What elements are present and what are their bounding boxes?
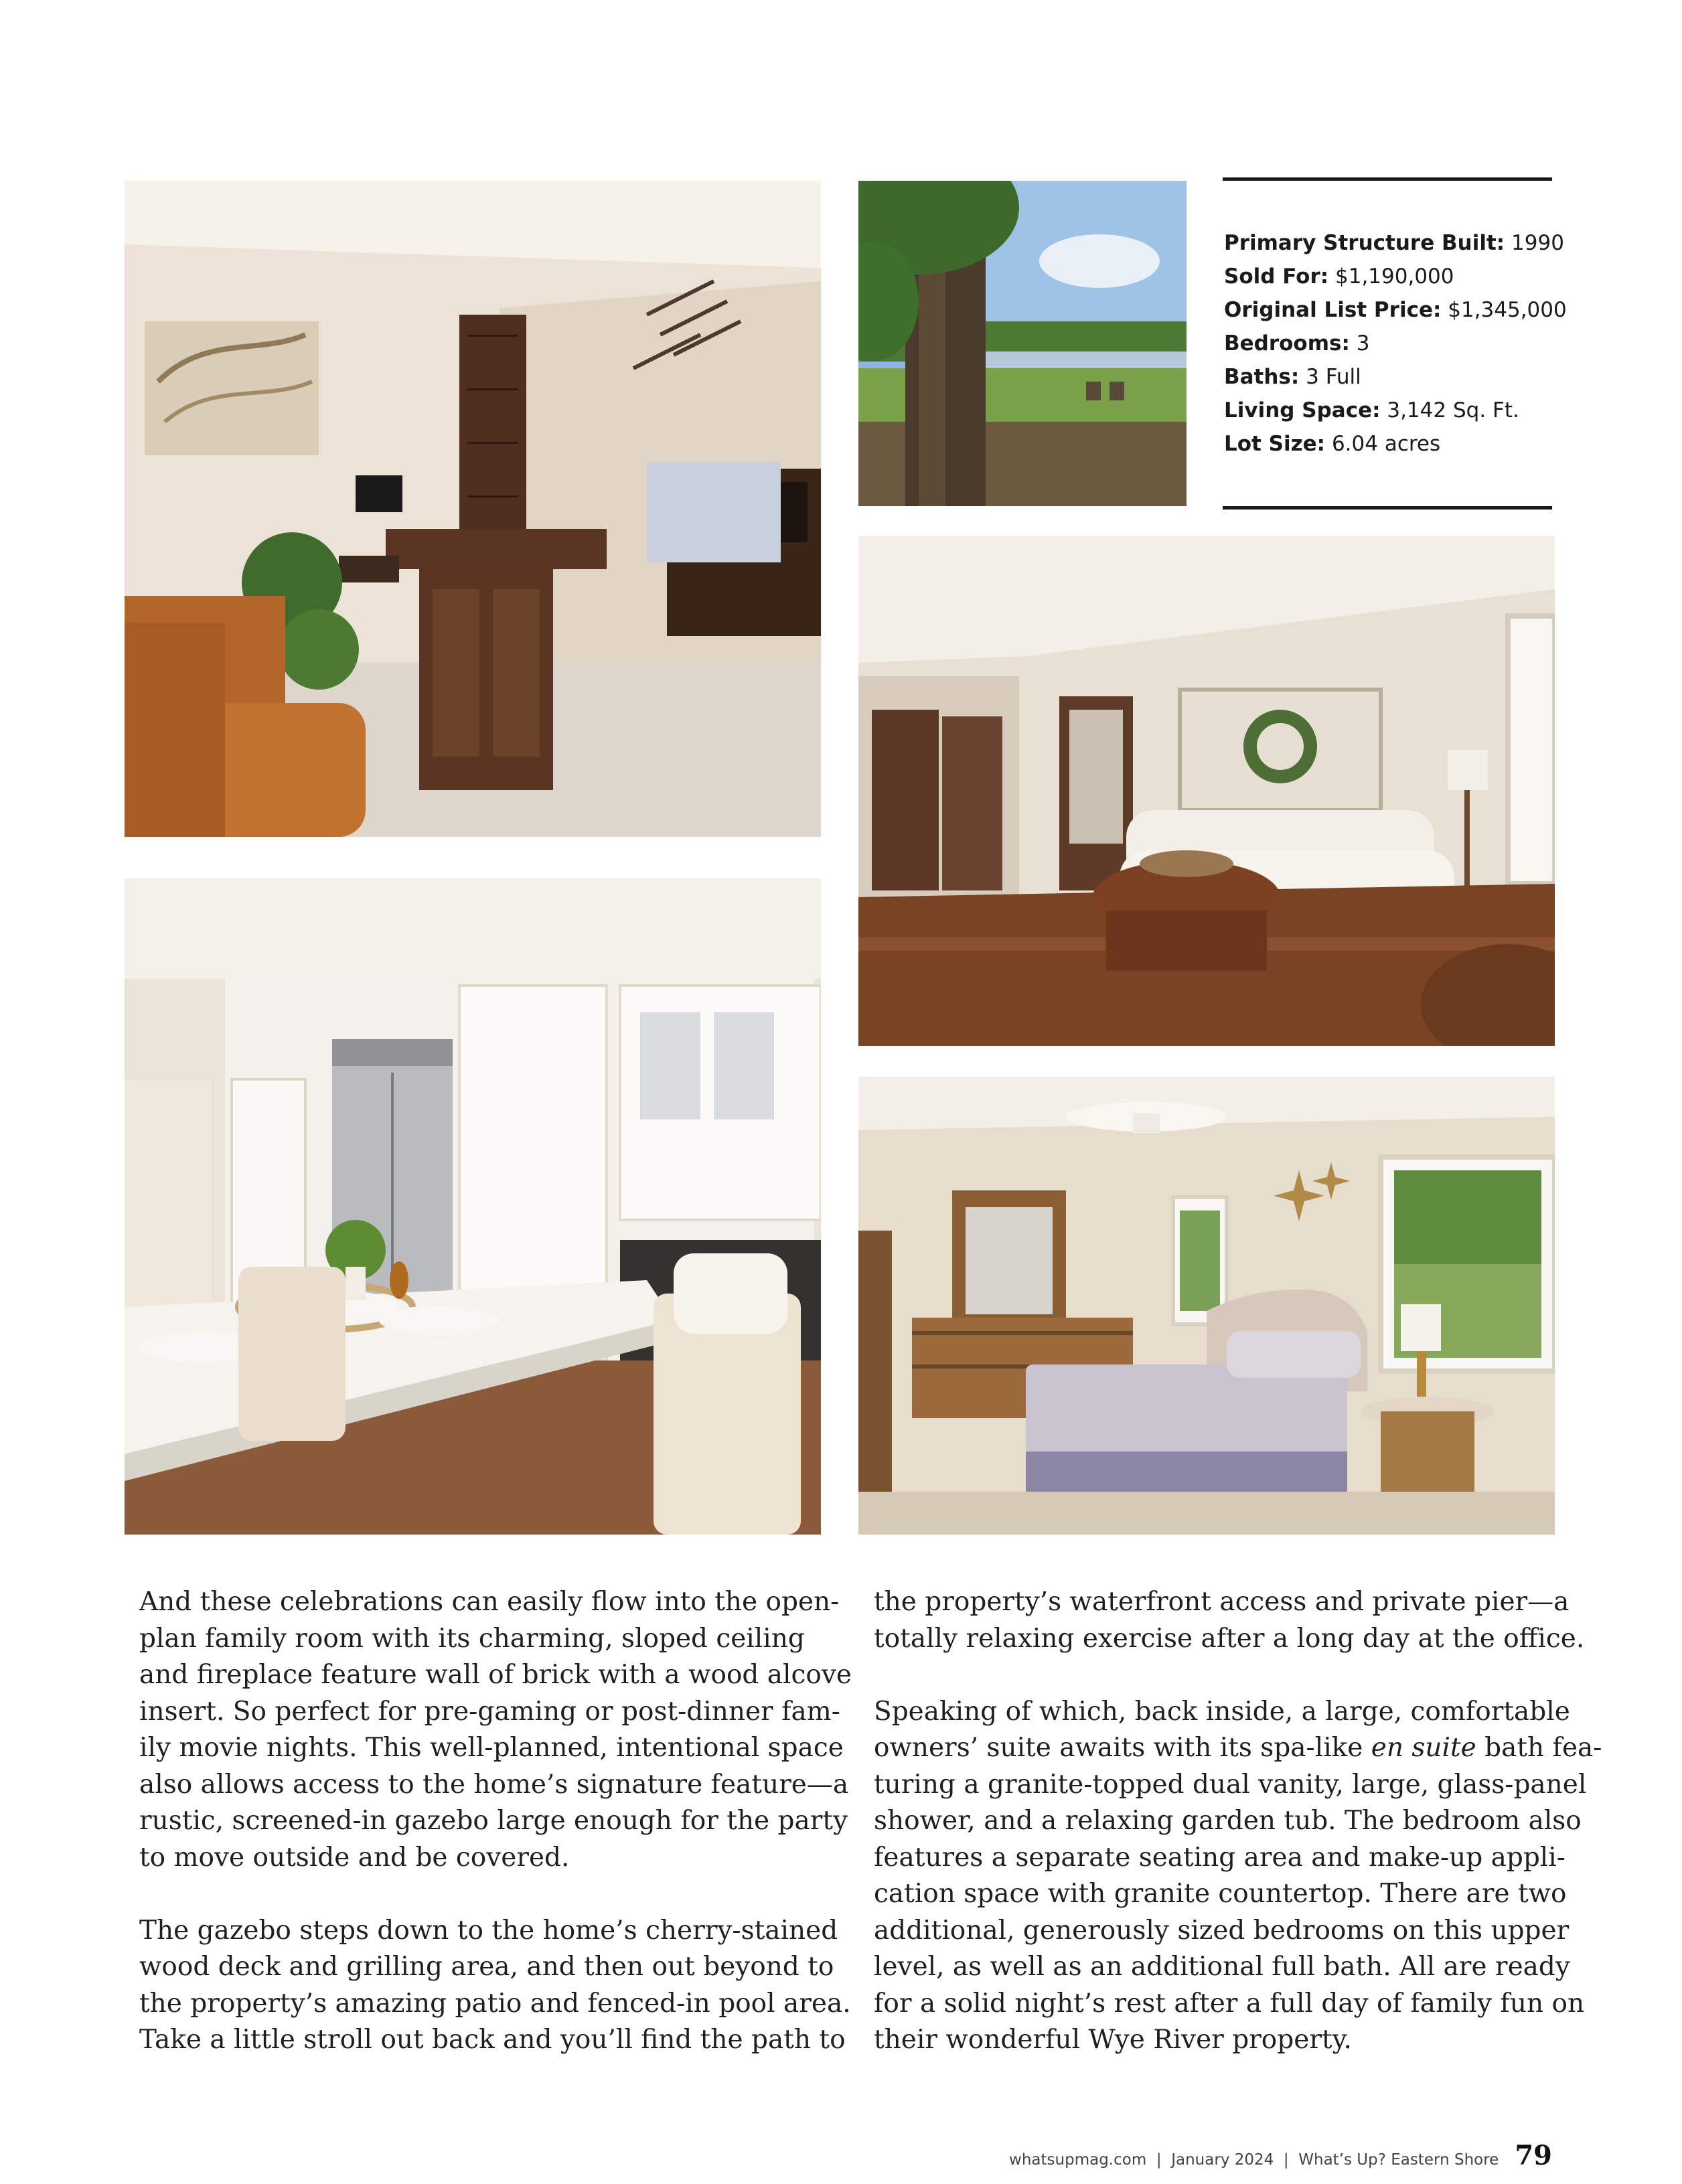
fact-living-space: Living Space: 3,142 Sq. Ft.: [1224, 398, 1519, 422]
fact-year-built: Primary Structure Built: 1990: [1224, 231, 1564, 255]
photo-living-room: [858, 536, 1555, 1046]
fact-sold-for: Sold For: $1,190,000: [1224, 264, 1454, 289]
page-number: 79: [1515, 2140, 1552, 2171]
fact-list-price: Original List Price: $1,345,000: [1224, 298, 1567, 322]
page-footer: [1009, 2140, 1552, 2171]
article-paragraph: The gazebo steps down to the home’s cherry-stained wood deck and grilling area, and then out beyond to the property’s amazing patio and fenced-in pool area. Take a little stroll out back and you’ll find the path to: [139, 1915, 851, 2055]
article-paragraph: the property’s waterfront access and private pier—a totally relaxing exercise after a long day at the office.: [874, 1587, 1585, 1654]
property-facts: [1224, 226, 1567, 461]
footer-publication-info: whatsupmag.com | January 2024 | What’s Up? Eastern Shore: [1009, 2151, 1499, 2169]
fact-baths: Baths: 3 Full: [1224, 365, 1361, 389]
photo-waterfront-tree: [858, 181, 1187, 506]
line-with-italic: owners’ suite awaits with its spa-like en suite bath fea-: [874, 1733, 1602, 1763]
photo-bedroom: [858, 1077, 1555, 1535]
article-column-right: [874, 1584, 1602, 2095]
fact-bedrooms: Bedrooms: 3: [1224, 331, 1370, 356]
facts-top-rule: [1223, 177, 1552, 181]
photo-kitchen: [125, 878, 821, 1535]
article-paragraph: Speaking of which, back inside, a large, comfortable owners’ suite awaits with its spa-like en suite bath fea- turing a granite-topped dual vanity, large, glass-panel shower, and a relaxing garden tub. The bedroom also features a separate seating area and make-up appli- cation space with granite countertop. There are two additional, generously sized bedrooms on this upper level, as well as an additional full bath. All are ready for a solid night’s rest after a full day of family fun on their wonderful Wye River property.: [874, 1696, 1602, 2055]
article-column-left: [139, 1584, 852, 2095]
article-paragraph: And these celebrations can easily flow into the open- plan family room with its charming, sloped ceiling and fireplace feature wall of brick with a wood alcove insert. So perfect for pre-gaming or post-dinner fam- ily movie nights. This well-planned, intentional space also allows access to the home’s signature feature—a rustic, screened-in gazebo large enough for the party to move outside and be covered.: [139, 1587, 852, 1873]
facts-bottom-rule: [1223, 506, 1552, 510]
fact-lot-size: Lot Size: 6.04 acres: [1224, 432, 1441, 456]
photo-home-office: [125, 181, 821, 837]
